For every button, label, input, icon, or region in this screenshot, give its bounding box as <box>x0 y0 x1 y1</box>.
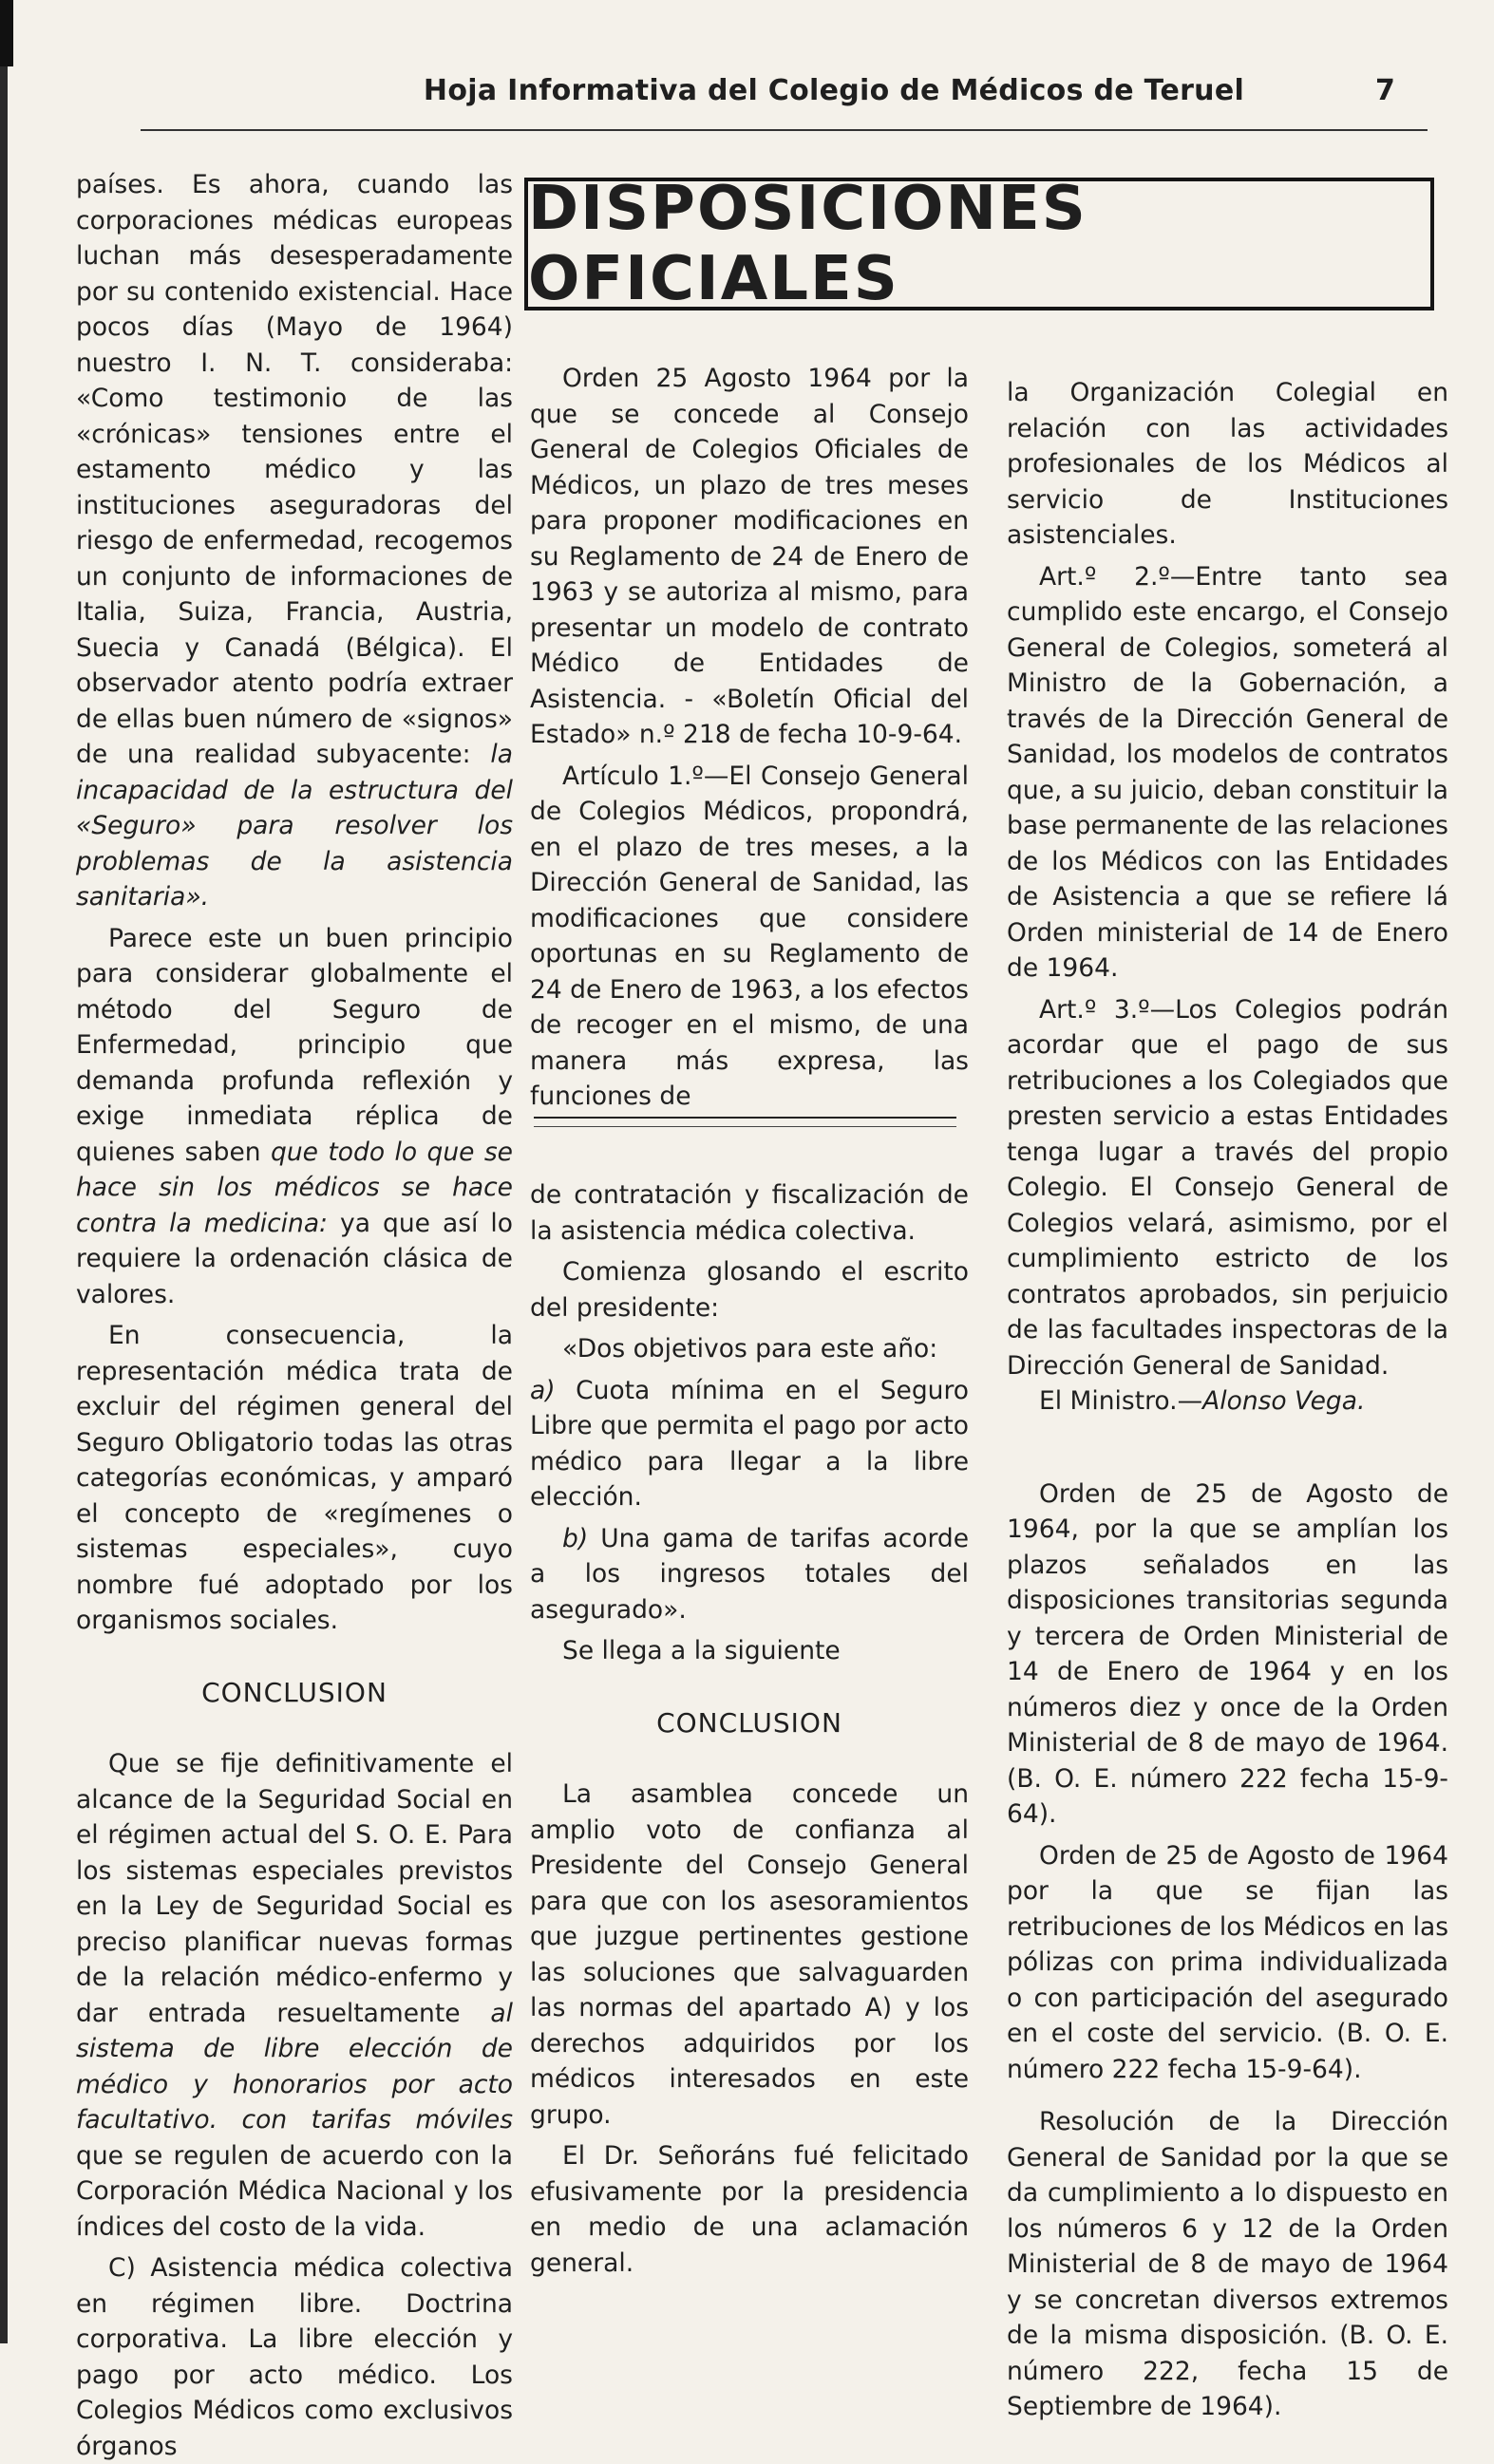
middle-column-top <box>530 361 969 1115</box>
middle-column-bottom <box>530 1177 969 2281</box>
right-paragraph-2: Art.º 2.º—Entre tanto sea cumplido este encargo, el Consejo General de Colegios, someterá al Ministro de la Gobernación, a través de la Dirección General de Sanidad, los modelos de contratos que, a su juicio, deban constituir la base permanente de las relaciones de los Médicos con las Entidades de Asistencia a que se refiere lá Orden ministerial de 14 de Enero de 1964. <box>1007 561 1448 983</box>
middle-paragraph-9: La asamblea concede un amplio voto de confianza al Presidente del Consejo General para que con los asesoramientos que juzgue pertinentes gestione las soluciones que salvaguarden las normas del apartado A) y los derechos adquiridos por los médicos interesados en este grupo. <box>530 1779 969 2130</box>
middle-paragraph-8: Se llega a la siguiente <box>562 1636 841 1665</box>
column-divider-rule <box>534 1117 956 1119</box>
left-paragraph-5: C) Asistencia médica colectiva en régimen libre. Doctrina corporativa. La libre elección y pago por acto médico. Los Colegios Médicos como exclusivos órganos <box>76 2253 513 2461</box>
right-paragraph-3: Art.º 3.º—Los Colegios podrán acordar que el pago de sus retribuciones a los Colegiados que presten servicio a estas Entidades tenga lugar a través del propio Colegio. El Consejo General de Colegios velará, asimismo, por el cumplimiento estricto de los contratos aprobados, sin perjuicio de las facultades inspectoras de la Dirección General de Sanidad. <box>1007 994 1448 1381</box>
left-paragraph-3: En consecuencia, la representación médica trata de excluir del régimen general del Seguro Obligatorio todas las otras categorías económicas, y amparó el concepto de «regímenes o sistemas especiales», cuyo nombre fué adoptado por los organismos sociales. <box>76 1321 513 1635</box>
middle-paragraph-7: b) Una gama de tarifas acorde a los ingresos totales del asegurado». <box>530 1523 969 1625</box>
section-banner <box>524 174 1434 314</box>
header-rule <box>141 129 1428 131</box>
binding-edge <box>0 0 8 2343</box>
binding-mark <box>0 0 13 66</box>
middle-paragraph-3: de contratación y fiscalización de la asistencia médica colectiva. <box>530 1180 969 1246</box>
middle-paragraph-6: a) Cuota mínima en el Seguro Libre que permita el pago por acto médico para llegar a la libre elección. <box>530 1375 969 1512</box>
banner-title: DISPOSICIONES OFICIALES <box>528 174 1087 314</box>
left-paragraph-4: Que se fije definitivamente el alcance de la Seguridad Social en el régimen actual del S. O. E. Para los sistemas especiales previstos en la Ley de Seguridad Social es preciso planificar nuevas formas de la relación médico-enfermo y dar entrada resueltamente al sistema de libre elección de médico y honorarios por acto facultativo. con tarifas móviles que se regulen de acuerdo con la Corporación Médica Nacional y los índices del costo de la vida. <box>76 1749 513 2242</box>
left-paragraph-1: países. Es ahora, cuando las corporaciones médicas europeas luchan más desesperadamente por su contenido existencial. Hace pocos días (Mayo de 1964) nuestro I. N. T. consideraba: «Como testimonio de las «crónicas» tensiones entre el estamento médico y las instituciones aseguradoras del riesgo de enfermedad, recogemos un conjunto de informaciones de Italia, Suiza, Francia, Austria, Suecia y Canadá (Bélgica). El observador atento podría extraer de ellas buen número de «signos» de una realidad subyacente: la incapacidad de la estructura del «Seguro» para resolver los problemas de la asistencia sanitaria». <box>76 170 513 912</box>
left-paragraph-2: Parece este un buen principio para considerar globalmente el método del Seguro de Enfermedad, principio que demanda profunda reflexión y exige inmediata réplica de quienes saben que todo lo que se hace sin los médicos se hace contra la medicina: ya que así lo requiere la ordenación clásica de valores. <box>76 923 513 1309</box>
left-section-heading: CONCLUSION <box>201 1676 388 1708</box>
middle-section-heading: CONCLUSION <box>656 1706 842 1739</box>
right-column <box>1007 375 1448 2425</box>
right-paragraph-7: Resolución de la Dirección General de Sanidad por la que se da cumplimiento a lo dispuesto en los números 6 y 12 de la Orden Ministerial de 8 de mayo de 1964 y se concretan diversos extremos de la misma disposición. (B. O. E. número 222, fecha 15 de Septiembre de 1964). <box>1007 2107 1448 2421</box>
middle-paragraph-2: Artículo 1.º—El Consejo General de Colegios Médicos, propondrá, en el plazo de tres meses, a la Dirección General de Sanidad, las modificaciones que considere oportunas en su Reglamento de 24 de Enero de 1963, a los efectos de recoger en el mismo, de una manera más expresa, las funciones de <box>530 761 969 1111</box>
running-header: Hoja Informativa del Colegio de Médicos de Teruel <box>423 74 1245 107</box>
right-paragraph-1: la Organización Colegial en relación con las actividades profesionales de los Médicos al servicio de Instituciones asistenciales. <box>1007 378 1448 550</box>
middle-paragraph-1: Orden 25 Agosto 1964 por la que se concede al Consejo General de Colegios Oficiales de Médicos, un plazo de tres meses para proponer modificaciones en su Reglamento de 24 de Enero de 1963 y se autoriza al mismo, para presentar un modelo de contrato Médico de Entidades de Asistencia. - «Boletín Oficial del Estado» n.º 218 de fecha 10-9-64. <box>530 364 969 749</box>
middle-paragraph-4: Comienza glosando el escrito del presidente: <box>530 1257 969 1323</box>
page-number: 7 <box>1375 74 1395 107</box>
middle-paragraph-10: El Dr. Señoráns fué felicitado efusivamente por la presidencia en medio de una aclamación general. <box>530 2141 969 2278</box>
right-signature: El Ministro.—Alonso Vega. <box>1039 1386 1366 1416</box>
column-divider-rule-thin <box>534 1126 956 1127</box>
right-paragraph-6: Orden de 25 de Agosto de 1964 por la que se fijan las retribuciones de los Médicos en las pólizas con prima individualizada o con participación del asegurado en el coste del servicio. (B. O. E. número 222 fecha 15-9-64). <box>1007 1840 1449 2084</box>
middle-paragraph-5: «Dos objetivos para este año: <box>562 1334 938 1364</box>
right-paragraph-5: Orden de 25 de Agosto de 1964, por la que se amplían los plazos señalados en las disposiciones transitorias segunda y tercera de Orden Ministerial de 14 de Enero de 1964 y en los números diez y once de la Orden Ministerial de 8 de mayo de 1964. (B. O. E. número 222 fecha 15-9-64). <box>1007 1478 1448 1829</box>
left-column <box>76 167 513 2464</box>
